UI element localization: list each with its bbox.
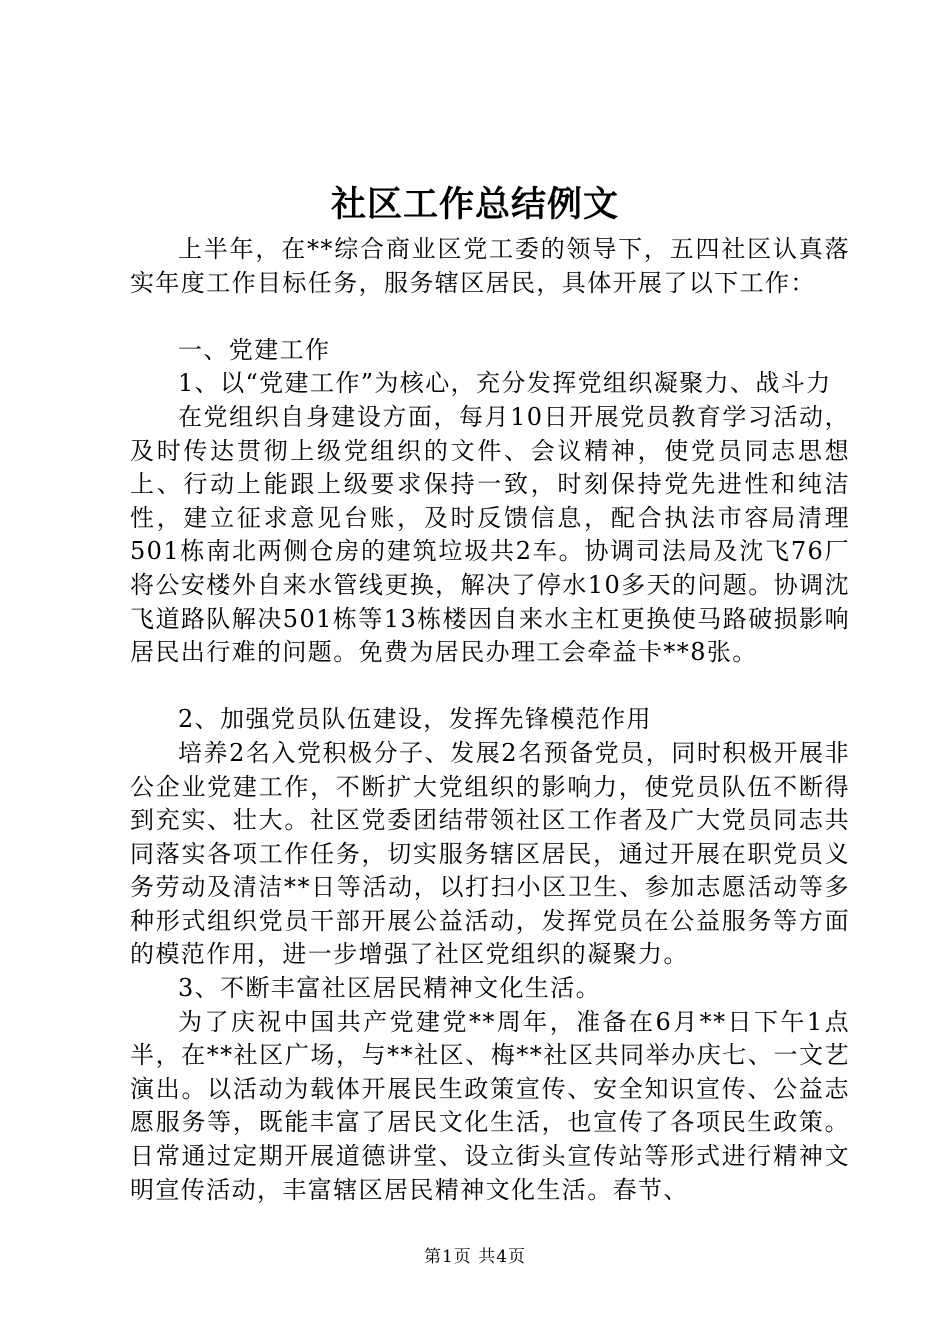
page-number-footer: 第1页 共4页 (423, 1247, 527, 1267)
intro-paragraph: 上半年，在**综合商业区党工委的领导下，五四社区认真落实年度工作目标任务，服务辖区居民，具体开展了以下工作： (130, 235, 850, 297)
subheading-2: 2、加强党员队伍建设，发挥先锋模范作用 (178, 705, 652, 734)
paragraph-1: 在党组织自身建设方面，每月10日开展党员教育学习活动，及时传达贯彻上级党组织的文件、会议精神，使党员同志思想上、行动上能跟上级要求保持一致，时刻保持党先进性和纯洁性，建立征求意见台账，及时反馈信息，配合执法市容局清理501栋南北两侧仓房的建筑垃圾共2车。协调司法局及沈飞76厂将公安楼外自来水管线更换，解决了停水10多天的问题。协调沈飞道路队解决501栋等13栋楼因自来水主杠更换使马路破损影响居民出行难的问题。免费为居民办理工会牵益卡**8张。 (130, 402, 850, 667)
document-body (130, 233, 850, 1207)
paragraph-2: 培养2名入党积极分子、发展2名预备党员，同时积极开展非公企业党建工作，不断扩大党组织的影响力，使党员队伍不断得到充实、壮大。社区党委团结带领社区工作者及广大党员同志共同落实各项工作任务，切实服务辖区居民，通过开展在职党员义务劳动及清洁**日等活动，以打扫小区卫生、参加志愿活动等多种形式组织党员干部开展公益活动，发挥党员在公益服务等方面的模范作用，进一步增强了社区党组织的凝聚力。 (130, 738, 850, 969)
subheading-1: 1、以“党建工作”为核心，充分发挥党组织凝聚力、战斗力 (178, 369, 832, 398)
section-heading-party-building: 一、党建工作 (178, 335, 331, 364)
paragraph-3: 为了庆祝中国共产党建党**周年，准备在6月**日下午1点半，在**社区广场，与**社区、梅**社区共同举办庆七、一文艺演出。以活动为载体开展民生政策宣传、安全知识宣传、公益志愿服务等，既能丰富了居民文化生活，也宣传了各项民生政策。日常通过定期开展道德讲堂、设立街头宣传站等形式进行精神文明宣传活动，丰富辖区居民精神文化生活。春节、 (130, 1007, 850, 1204)
subheading-3: 3、不断丰富社区居民精神文化生活。 (178, 974, 602, 1003)
document-title: 社区工作总结例文 (330, 184, 619, 225)
